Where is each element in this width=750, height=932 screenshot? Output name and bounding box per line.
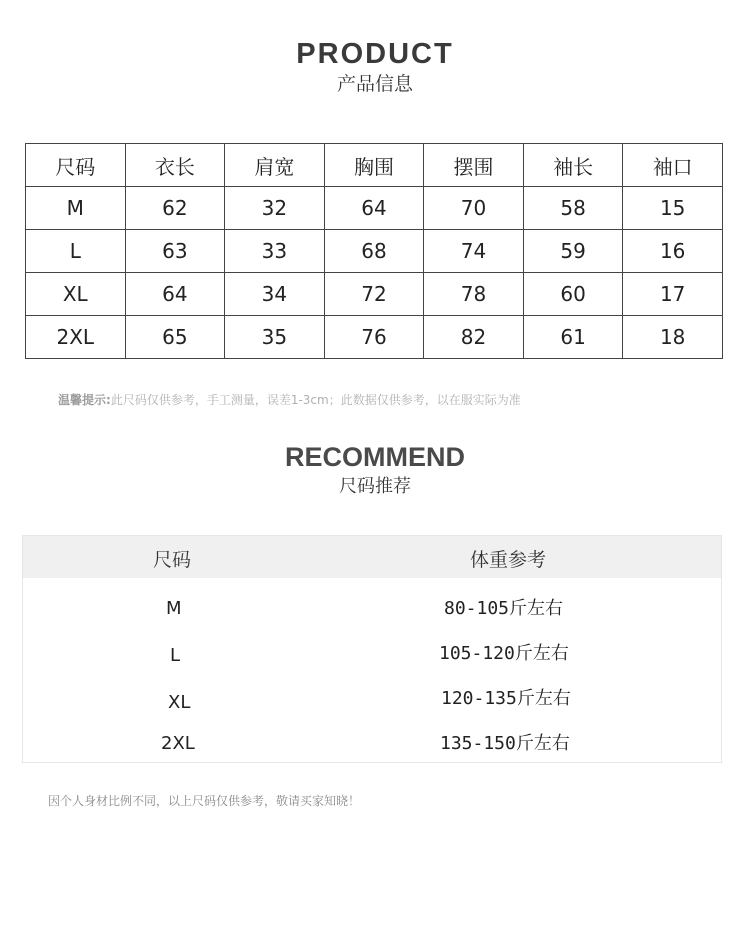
header-cell: 尺码 <box>26 144 126 187</box>
table-cell: 59 <box>523 230 623 273</box>
weight-cell: 80-105斤左右 <box>444 598 564 619</box>
recommend-table <box>22 535 722 763</box>
table-cell: 70 <box>424 187 524 230</box>
weight-cell: 120-135斤左右 <box>441 688 571 709</box>
size-chart-header-row <box>26 144 723 187</box>
table-row <box>26 230 723 273</box>
table-cell: 74 <box>424 230 524 273</box>
table-cell: 32 <box>225 187 325 230</box>
note-label: 温馨提示: <box>58 393 111 407</box>
table-cell: 72 <box>324 273 424 316</box>
product-title: PRODUCT <box>296 38 454 70</box>
size-chart-table <box>25 143 723 359</box>
table-cell: 63 <box>125 230 225 273</box>
size-cell: M <box>26 187 126 230</box>
recommend-header-row <box>23 536 721 578</box>
size-cell: 2XL <box>161 733 195 754</box>
size-cell: XL <box>168 692 191 713</box>
table-cell: 64 <box>324 187 424 230</box>
header-cell: 衣长 <box>125 144 225 187</box>
table-row <box>26 273 723 316</box>
table-cell: 18 <box>623 316 723 359</box>
weight-cell: 105-120斤左右 <box>439 643 569 664</box>
size-cell: XL <box>26 273 126 316</box>
product-heading <box>0 38 750 97</box>
table-cell: 35 <box>225 316 325 359</box>
table-cell: 34 <box>225 273 325 316</box>
header-cell-weight: 体重参考 <box>470 549 547 571</box>
size-cell: L <box>170 645 181 666</box>
measurement-note <box>58 391 521 408</box>
weight-cell: 135-150斤左右 <box>440 733 570 754</box>
header-cell: 袖长 <box>523 144 623 187</box>
table-cell: 82 <box>424 316 524 359</box>
table-cell: 62 <box>125 187 225 230</box>
header-cell: 胸围 <box>324 144 424 187</box>
recommend-subtitle: 尺码推荐 <box>339 476 411 497</box>
table-cell: 78 <box>424 273 524 316</box>
table-row <box>26 187 723 230</box>
header-cell: 袖口 <box>623 144 723 187</box>
size-cell: M <box>166 598 182 619</box>
table-cell: 60 <box>523 273 623 316</box>
header-cell: 摆围 <box>424 144 524 187</box>
table-cell: 65 <box>125 316 225 359</box>
table-row <box>26 316 723 359</box>
table-cell: 76 <box>324 316 424 359</box>
table-cell: 17 <box>623 273 723 316</box>
header-cell: 肩宽 <box>225 144 325 187</box>
table-cell: 68 <box>324 230 424 273</box>
note-text: 此尺码仅供参考，手工测量，误差1-3cm；此数据仅供参考，以在服实际为准 <box>110 393 521 407</box>
table-cell: 61 <box>523 316 623 359</box>
disclaimer-note: 因个人身材比例不同，以上尺码仅供参考，敬请买家知晓！ <box>48 794 361 808</box>
table-cell: 33 <box>225 230 325 273</box>
recommend-title: RECOMMEND <box>285 442 465 472</box>
size-cell: 2XL <box>26 316 126 359</box>
header-cell-size: 尺码 <box>153 549 192 571</box>
table-cell: 15 <box>623 187 723 230</box>
table-cell: 64 <box>125 273 225 316</box>
recommend-heading <box>0 440 750 500</box>
table-cell: 58 <box>523 187 623 230</box>
product-subtitle: 产品信息 <box>336 73 413 95</box>
table-cell: 16 <box>623 230 723 273</box>
size-cell: L <box>26 230 126 273</box>
